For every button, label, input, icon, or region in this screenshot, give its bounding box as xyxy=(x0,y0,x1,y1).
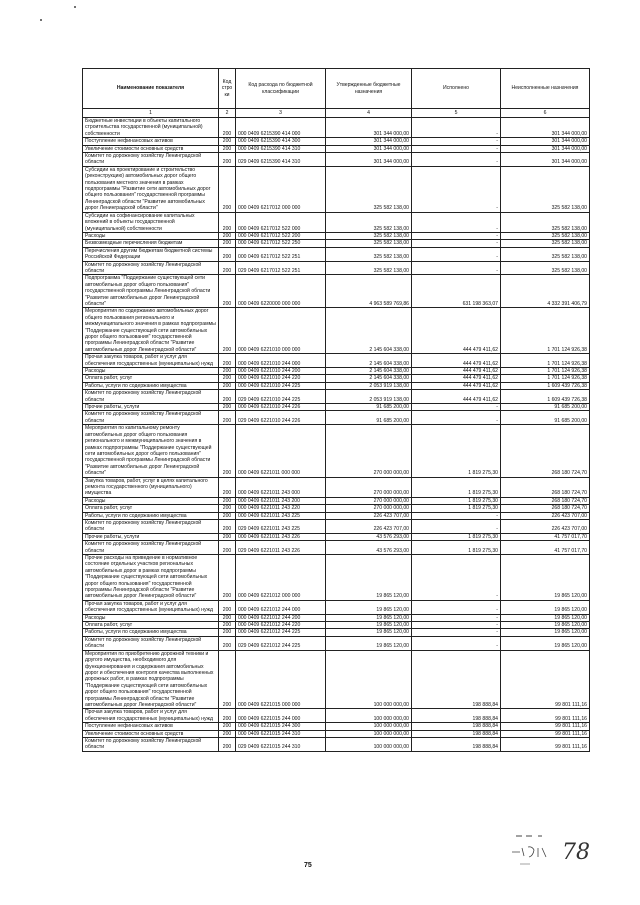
row-approved: 325 582 138,00 xyxy=(326,261,412,275)
row-code: 200 xyxy=(219,166,236,212)
table-row xyxy=(83,505,590,512)
table-row xyxy=(83,368,590,375)
row-code: 200 xyxy=(219,275,236,308)
row-classification: 000 0409 6217012 000 000 xyxy=(236,166,326,212)
table-row xyxy=(83,145,590,152)
row-name: Мероприятия по приобретению дорожной техники и другого имущества, необходимого для функционирования и содержания автомобильных дорог и обеспечения контроля качества выполненных дорожных работ, в рамках подпрограммы "Поддержание существующей сети автомобильных дорог общего пользования" государственной программы Ленинградской области "Развитие автомобильных дорог Ленинградской области" xyxy=(83,650,219,709)
table-row xyxy=(83,247,590,261)
row-code: 200 xyxy=(219,411,236,425)
row-approved: 19 865 120,00 xyxy=(326,555,412,601)
row-name: Прочие расходы на приведение в нормативное состояние отдельных участков региональных автомобильных дорог в рамках подпрограммы "Поддержание существующей сети автомобильных дорог общего пользования" государственной программы Ленинградской области "Развитие автомобильных дорог Ленинградской области" xyxy=(83,555,219,601)
table-row xyxy=(83,629,590,636)
row-classification: 000 0409 6221011 243 225 xyxy=(236,512,326,519)
row-executed: - xyxy=(412,512,501,519)
row-approved: 270 000 000,00 xyxy=(326,477,412,497)
row-name: Закупка товаров, работ, услуг в целях капитального ремонта государственного (муниципального) имущества xyxy=(83,477,219,497)
row-approved: 226 423 707,00 xyxy=(326,519,412,533)
row-code: 200 xyxy=(219,404,236,411)
row-approved: 325 582 138,00 xyxy=(326,240,412,247)
row-approved: 2 145 604 338,00 xyxy=(326,354,412,368)
row-remaining: 1 701 124 926,38 xyxy=(501,354,590,368)
table-row xyxy=(83,261,590,275)
row-remaining: 325 582 138,00 xyxy=(501,212,590,232)
row-remaining: 91 685 200,00 xyxy=(501,404,590,411)
row-name: Перечисления другим бюджетам бюджетной системы Российской Федерации xyxy=(83,247,219,261)
row-name: Субсидии на софинансирование капитальных вложений в объекты государственной (муниципальной) собственности xyxy=(83,212,219,232)
row-classification: 000 0409 6221015 244 310 xyxy=(236,730,326,737)
row-executed: - xyxy=(412,411,501,425)
row-executed: 1 819 275,30 xyxy=(412,505,501,512)
row-executed: 444 479 411,62 xyxy=(412,308,501,354)
row-name: Оплата работ, услуг xyxy=(83,375,219,382)
row-code: 200 xyxy=(219,505,236,512)
header-name: Наименование показателя xyxy=(83,69,219,109)
table-row xyxy=(83,212,590,232)
row-code: 200 xyxy=(219,247,236,261)
table-row xyxy=(83,622,590,629)
row-approved: 43 576 293,00 xyxy=(326,533,412,540)
row-name: Расходы xyxy=(83,497,219,504)
row-executed: 198 888,84 xyxy=(412,730,501,737)
row-approved: 2 145 604 338,00 xyxy=(326,375,412,382)
row-approved: 100 000 000,00 xyxy=(326,737,412,751)
row-code: 200 xyxy=(219,118,236,138)
table-row xyxy=(83,354,590,368)
row-executed: - xyxy=(412,138,501,145)
row-classification: 000 0409 6221010 244 226 xyxy=(236,404,326,411)
row-classification: 000 0409 6217012 522 000 xyxy=(236,212,326,232)
row-approved: 325 582 138,00 xyxy=(326,212,412,232)
row-remaining: 325 582 138,00 xyxy=(501,232,590,239)
row-executed: - xyxy=(412,166,501,212)
table-row xyxy=(83,555,590,601)
header-unexecuted: Неисполненные назначения xyxy=(501,69,590,109)
row-name: Бюджетные инвестиции в объекты капитального строительства государственной (муниципальной) собственности xyxy=(83,118,219,138)
row-approved: 325 582 138,00 xyxy=(326,247,412,261)
row-name: Работы, услуги по содержанию имущества xyxy=(83,382,219,389)
row-remaining: 1 701 124 926,38 xyxy=(501,368,590,375)
row-remaining: 1 609 439 726,38 xyxy=(501,390,590,404)
header-code: Код стро ки xyxy=(219,69,236,109)
row-code: 200 xyxy=(219,533,236,540)
table-row xyxy=(83,636,590,650)
row-name: Прочая закупка товаров, работ и услуг для обеспечения государственных (муниципальных) нужд xyxy=(83,354,219,368)
row-name: Подпрограмма "Поддержание существующей сети автомобильных дорог общего пользования" государственной программы Ленинградской области "Развитие автомобильных дорог Ленинградской области" xyxy=(83,275,219,308)
row-remaining: 99 801 111,16 xyxy=(501,737,590,751)
row-code: 200 xyxy=(219,477,236,497)
row-remaining: 226 423 707,00 xyxy=(501,519,590,533)
row-name: Комитет по дорожному хозяйству Ленинградской области xyxy=(83,519,219,533)
row-approved: 91 685 200,00 xyxy=(326,404,412,411)
row-approved: 19 865 120,00 xyxy=(326,629,412,636)
row-remaining: 99 801 111,16 xyxy=(501,709,590,723)
row-approved: 43 576 293,00 xyxy=(326,541,412,555)
row-name: Мероприятия по содержанию автомобильных дорог общего пользования регионального и межмуниципального значения в рамках подпрограммы "Поддержание существующей сети автомобильных дорог общего пользования" государственной программы Ленинградской области "Развитие автомобильных дорог Ленинградской области" xyxy=(83,308,219,354)
row-approved: 19 865 120,00 xyxy=(326,636,412,650)
row-code: 200 xyxy=(219,232,236,239)
row-code: 200 xyxy=(219,737,236,751)
row-name: Прочие работы, услуги xyxy=(83,533,219,540)
table-row xyxy=(83,497,590,504)
row-approved: 100 000 000,00 xyxy=(326,650,412,709)
table-row xyxy=(83,600,590,614)
row-classification: 000 0409 6221010 244 220 xyxy=(236,375,326,382)
row-classification: 029 0409 6215390 414 310 xyxy=(236,153,326,167)
row-name: Комитет по дорожному хозяйству Ленинградской области xyxy=(83,261,219,275)
table-row xyxy=(83,375,590,382)
column-number-row xyxy=(83,109,590,118)
row-approved: 2 053 919 138,00 xyxy=(326,382,412,389)
row-approved: 301 344 000,00 xyxy=(326,138,412,145)
row-code: 200 xyxy=(219,390,236,404)
row-name: Комитет по дорожному хозяйству Ленинградской области xyxy=(83,636,219,650)
row-code: 200 xyxy=(219,261,236,275)
row-code: 200 xyxy=(219,212,236,232)
row-approved: 270 000 000,00 xyxy=(326,505,412,512)
row-executed: - xyxy=(412,153,501,167)
row-code: 200 xyxy=(219,512,236,519)
column-number: 3 xyxy=(236,109,326,118)
column-number: 6 xyxy=(501,109,590,118)
row-approved: 301 344 000,00 xyxy=(326,153,412,167)
row-name: Поступление нефинансовых активов xyxy=(83,723,219,730)
budget-execution-table xyxy=(82,68,590,752)
row-classification: 029 0409 6221011 243 225 xyxy=(236,519,326,533)
row-classification: 000 0409 6221015 244 000 xyxy=(236,709,326,723)
table-row xyxy=(83,240,590,247)
row-executed: 444 479 411,62 xyxy=(412,375,501,382)
row-approved: 19 865 120,00 xyxy=(326,600,412,614)
row-code: 200 xyxy=(219,519,236,533)
scan-speck xyxy=(74,6,76,8)
row-executed: 198 888,84 xyxy=(412,650,501,709)
row-code: 200 xyxy=(219,555,236,601)
row-executed: - xyxy=(412,145,501,152)
row-approved: 301 344 000,00 xyxy=(326,145,412,152)
row-remaining: 301 344 000,00 xyxy=(501,145,590,152)
row-classification: 029 0409 6221011 243 226 xyxy=(236,541,326,555)
row-code: 200 xyxy=(219,709,236,723)
row-remaining: 325 582 138,00 xyxy=(501,166,590,212)
row-classification: 000 0409 6221011 243 200 xyxy=(236,497,326,504)
row-remaining: 325 582 138,00 xyxy=(501,247,590,261)
row-remaining: 325 582 138,00 xyxy=(501,240,590,247)
row-remaining: 268 180 724,70 xyxy=(501,477,590,497)
row-classification: 029 0409 6217012 522 251 xyxy=(236,261,326,275)
row-code: 200 xyxy=(219,541,236,555)
table-row xyxy=(83,737,590,751)
row-name: Комитет по дорожному хозяйству Ленинградской области xyxy=(83,541,219,555)
row-remaining: 99 801 111,16 xyxy=(501,650,590,709)
row-classification: 000 0409 6221015 000 000 xyxy=(236,650,326,709)
row-remaining: 99 801 111,16 xyxy=(501,723,590,730)
row-classification: 000 0409 6221015 244 300 xyxy=(236,723,326,730)
row-name: Оплата работ, услуг xyxy=(83,622,219,629)
row-approved: 19 865 120,00 xyxy=(326,622,412,629)
row-code: 200 xyxy=(219,600,236,614)
column-number: 2 xyxy=(219,109,236,118)
row-classification: 029 0409 6221012 244 225 xyxy=(236,636,326,650)
table-row xyxy=(83,138,590,145)
row-name: Комитет по дорожному хозяйству Ленинградской области xyxy=(83,153,219,167)
row-code: 200 xyxy=(219,308,236,354)
row-classification: 000 0409 6221012 244 220 xyxy=(236,622,326,629)
row-classification: 000 0409 6221011 243 000 xyxy=(236,477,326,497)
table-row xyxy=(83,730,590,737)
row-name: Комитет по дорожному хозяйству Ленинградской области xyxy=(83,390,219,404)
column-number: 5 xyxy=(412,109,501,118)
row-remaining: 19 865 120,00 xyxy=(501,614,590,621)
table-row xyxy=(83,723,590,730)
row-code: 200 xyxy=(219,650,236,709)
row-executed: 198 888,84 xyxy=(412,709,501,723)
row-name: Расходы xyxy=(83,614,219,621)
row-executed: - xyxy=(412,240,501,247)
row-classification: 029 0409 6221010 244 226 xyxy=(236,411,326,425)
row-approved: 301 344 000,00 xyxy=(326,118,412,138)
row-name: Расходы xyxy=(83,232,219,239)
row-classification: 000 0409 6220000 000 000 xyxy=(236,275,326,308)
row-name: Комитет по дорожному хозяйству Ленинградской области xyxy=(83,737,219,751)
row-code: 200 xyxy=(219,425,236,477)
row-code: 200 xyxy=(219,153,236,167)
row-executed: - xyxy=(412,614,501,621)
table-row xyxy=(83,533,590,540)
row-remaining: 19 865 120,00 xyxy=(501,622,590,629)
row-classification: 000 0409 6221012 244 200 xyxy=(236,614,326,621)
row-executed: 444 479 411,62 xyxy=(412,354,501,368)
row-remaining: 301 344 000,00 xyxy=(501,138,590,145)
row-code: 200 xyxy=(219,240,236,247)
row-name: Комитет по дорожному хозяйству Ленинградской области xyxy=(83,411,219,425)
row-remaining: 19 865 120,00 xyxy=(501,555,590,601)
row-remaining: 301 344 000,00 xyxy=(501,153,590,167)
row-executed: 198 888,84 xyxy=(412,723,501,730)
table-body xyxy=(83,118,590,752)
row-remaining: 4 332 391 406,79 xyxy=(501,275,590,308)
header-executed: Исполнено xyxy=(412,69,501,109)
row-executed: - xyxy=(412,118,501,138)
row-approved: 226 423 707,00 xyxy=(326,512,412,519)
row-executed: - xyxy=(412,622,501,629)
row-name: Безвозмездные перечисления бюджетам xyxy=(83,240,219,247)
table-row xyxy=(83,519,590,533)
page-number: 75 xyxy=(304,862,312,869)
row-name: Мероприятия по капитальному ремонту автомобильных дорог общего пользования регионального и межмуниципального значения в рамках подпрограммы "Поддержание существующей сети автомобильных дорог общего пользования" государственной программы Ленинградской области "Развитие автомобильных дорог Ленинградской области" xyxy=(83,425,219,477)
table-row xyxy=(83,382,590,389)
row-executed: - xyxy=(412,212,501,232)
row-name: Работы, услуги по содержанию имущества xyxy=(83,512,219,519)
row-remaining: 19 865 120,00 xyxy=(501,600,590,614)
table-row xyxy=(83,425,590,477)
row-name: Расходы xyxy=(83,368,219,375)
row-code: 200 xyxy=(219,614,236,621)
row-classification: 000 0409 6215390 414 300 xyxy=(236,138,326,145)
row-code: 200 xyxy=(219,354,236,368)
row-executed: 1 819 275,30 xyxy=(412,425,501,477)
scan-speck xyxy=(40,19,42,21)
row-executed: - xyxy=(412,247,501,261)
row-classification: 000 0409 6217012 522 251 xyxy=(236,247,326,261)
row-code: 200 xyxy=(219,368,236,375)
table-row xyxy=(83,541,590,555)
table-row xyxy=(83,166,590,212)
row-name: Увеличение стоимости основных средств xyxy=(83,730,219,737)
row-classification: 000 0409 6221012 000 000 xyxy=(236,555,326,601)
row-approved: 325 582 138,00 xyxy=(326,232,412,239)
header-approved: Утвержденные бюджетные назначения xyxy=(326,69,412,109)
row-approved: 100 000 000,00 xyxy=(326,709,412,723)
row-classification: 000 0409 6221011 000 000 xyxy=(236,425,326,477)
row-remaining: 1 609 439 726,38 xyxy=(501,382,590,389)
table-row xyxy=(83,512,590,519)
row-approved: 2 145 604 338,00 xyxy=(326,368,412,375)
row-remaining: 1 701 124 926,38 xyxy=(501,375,590,382)
handwritten-page-number: 78 xyxy=(562,840,590,865)
table-row xyxy=(83,614,590,621)
row-name: Прочая закупка товаров, работ и услуг для обеспечения государственных (муниципальных) нужд xyxy=(83,709,219,723)
row-classification: 029 0409 6221010 244 225 xyxy=(236,390,326,404)
row-code: 200 xyxy=(219,622,236,629)
row-remaining: 19 865 120,00 xyxy=(501,636,590,650)
row-code: 200 xyxy=(219,629,236,636)
table-row xyxy=(83,390,590,404)
row-name: Прочие работы, услуги xyxy=(83,404,219,411)
row-approved: 100 000 000,00 xyxy=(326,730,412,737)
row-remaining: 325 582 138,00 xyxy=(501,261,590,275)
row-name: Поступление нефинансовых активов xyxy=(83,138,219,145)
row-approved: 2 145 604 338,00 xyxy=(326,308,412,354)
column-number: 4 xyxy=(326,109,412,118)
row-executed: 631 198 363,07 xyxy=(412,275,501,308)
row-executed: - xyxy=(412,555,501,601)
row-executed: 1 819 275,30 xyxy=(412,497,501,504)
table-row xyxy=(83,650,590,709)
row-executed: - xyxy=(412,629,501,636)
row-executed: 1 819 275,30 xyxy=(412,533,501,540)
row-code: 200 xyxy=(219,138,236,145)
row-classification: 000 0409 6215390 414 000 xyxy=(236,118,326,138)
table-row xyxy=(83,477,590,497)
row-remaining: 19 865 120,00 xyxy=(501,629,590,636)
row-executed: - xyxy=(412,404,501,411)
row-approved: 100 000 000,00 xyxy=(326,723,412,730)
row-remaining: 41 757 017,70 xyxy=(501,533,590,540)
row-executed: 198 888,84 xyxy=(412,737,501,751)
row-approved: 4 963 589 769,86 xyxy=(326,275,412,308)
row-executed: - xyxy=(412,519,501,533)
table-row xyxy=(83,709,590,723)
row-remaining: 268 180 724,70 xyxy=(501,425,590,477)
row-code: 200 xyxy=(219,723,236,730)
row-code: 200 xyxy=(219,497,236,504)
row-name: Субсидии на проектирование и строительство (реконструкцию) автомобильных дорог общего пользования местного значения в рамках подпрограммы "Развитие сети автомобильных дорог общего пользования" государственной программы Ленинградской области "Развитие автомобильных дорог Ленинградской области" xyxy=(83,166,219,212)
table-row xyxy=(83,118,590,138)
row-classification: 000 0409 6221011 243 226 xyxy=(236,533,326,540)
table-row xyxy=(83,232,590,239)
row-code: 200 xyxy=(219,382,236,389)
row-classification: 000 0409 6217012 522 200 xyxy=(236,232,326,239)
row-name: Оплата работ, услуг xyxy=(83,505,219,512)
table-row xyxy=(83,404,590,411)
row-approved: 270 000 000,00 xyxy=(326,497,412,504)
row-classification: 000 0409 6221012 244 000 xyxy=(236,600,326,614)
row-classification: 029 0409 6221015 244 310 xyxy=(236,737,326,751)
row-executed: - xyxy=(412,600,501,614)
row-classification: 000 0409 6215390 414 310 xyxy=(236,145,326,152)
row-code: 200 xyxy=(219,375,236,382)
row-classification: 000 0409 6221010 244 000 xyxy=(236,354,326,368)
row-name: Увеличение стоимости основных средств xyxy=(83,145,219,152)
row-classification: 000 0409 6217012 522 250 xyxy=(236,240,326,247)
row-remaining: 268 180 724,70 xyxy=(501,497,590,504)
row-code: 200 xyxy=(219,730,236,737)
row-remaining: 226 423 707,00 xyxy=(501,512,590,519)
row-classification: 000 0409 6221010 244 200 xyxy=(236,368,326,375)
table-row xyxy=(83,153,590,167)
row-classification: 000 0409 6221011 243 220 xyxy=(236,505,326,512)
row-name: Работы, услуги по содержанию имущества xyxy=(83,629,219,636)
row-executed: - xyxy=(412,232,501,239)
row-executed: 1 819 275,30 xyxy=(412,541,501,555)
row-executed: 444 479 411,62 xyxy=(412,368,501,375)
row-code: 200 xyxy=(219,636,236,650)
row-classification: 000 0409 6221010 244 225 xyxy=(236,382,326,389)
row-remaining: 301 344 000,00 xyxy=(501,118,590,138)
table-row xyxy=(83,308,590,354)
row-executed: - xyxy=(412,261,501,275)
row-approved: 270 000 000,00 xyxy=(326,425,412,477)
row-executed: 444 479 411,62 xyxy=(412,390,501,404)
row-code: 200 xyxy=(219,145,236,152)
table-row xyxy=(83,411,590,425)
row-remaining: 91 685 200,00 xyxy=(501,411,590,425)
row-executed: 1 819 275,30 xyxy=(412,477,501,497)
row-remaining: 99 801 111,16 xyxy=(501,730,590,737)
row-executed: 444 479 411,62 xyxy=(412,382,501,389)
row-approved: 91 685 200,00 xyxy=(326,411,412,425)
table-header-row xyxy=(83,69,590,109)
header-classification: Код расхода по бюджетной классификации xyxy=(236,69,326,109)
table-row xyxy=(83,275,590,308)
row-remaining: 1 701 124 926,38 xyxy=(501,308,590,354)
row-approved: 2 053 919 138,00 xyxy=(326,390,412,404)
handwritten-scribble xyxy=(508,830,568,870)
column-number: 1 xyxy=(83,109,219,118)
row-approved: 19 865 120,00 xyxy=(326,614,412,621)
row-approved: 325 582 138,00 xyxy=(326,166,412,212)
row-classification: 000 0409 6221010 000 000 xyxy=(236,308,326,354)
row-classification: 000 0409 6221012 244 225 xyxy=(236,629,326,636)
row-executed: - xyxy=(412,636,501,650)
row-remaining: 268 180 724,70 xyxy=(501,505,590,512)
row-name: Прочая закупка товаров, работ и услуг для обеспечения государственных (муниципальных) нужд xyxy=(83,600,219,614)
row-remaining: 41 757 017,70 xyxy=(501,541,590,555)
